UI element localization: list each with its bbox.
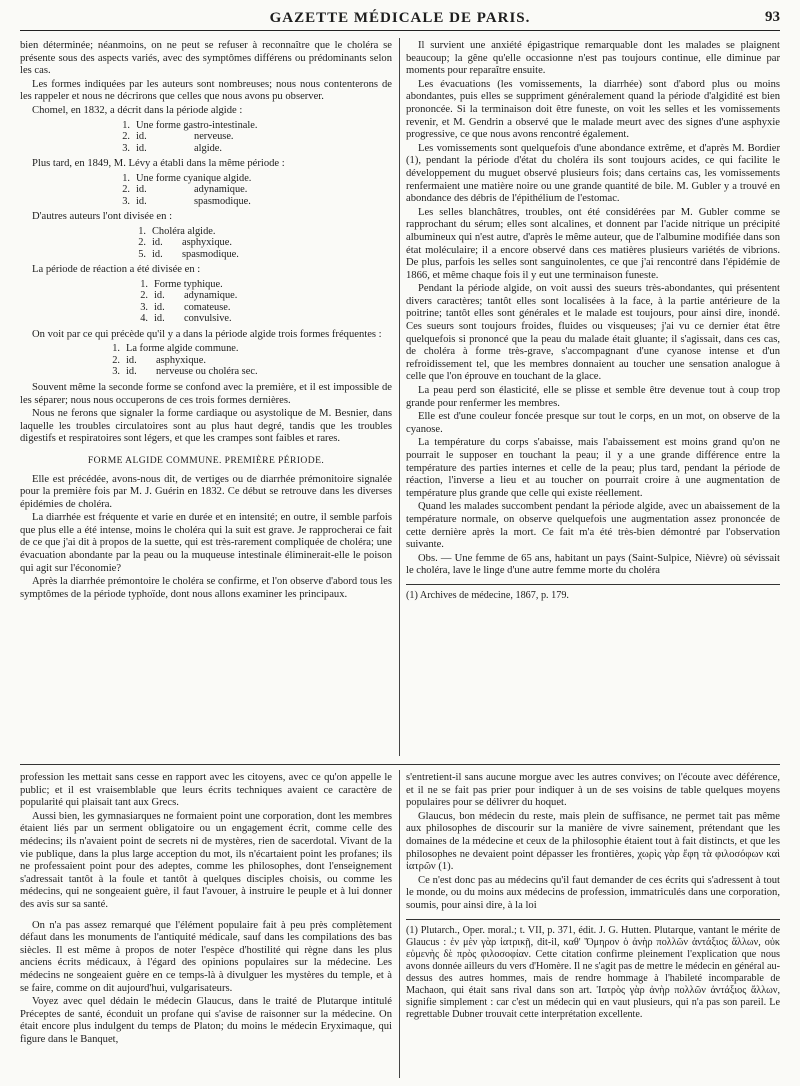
list-reaction	[128, 279, 392, 325]
footnote	[406, 590, 780, 602]
paragraph: Souvent même la seconde forme se confond avec la première, et il est impossible de les séparer; nous nous occuperons de ces trois formes dernières.	[20, 381, 392, 406]
paragraph: Aussi bien, les gymnasiarques ne formaient point une corporation, dont les membres étaient liés par un serment obligatoire ou un engagement écrit, comme celle des médecins; ils n'avaient point de secrets ni de mystères, rien de sacerdotal. Vivant de la vie publique, dans la plus large acception du mot, ils n'écartaient point les profanes; ils ne professaient point pour des adeptes, comme les philosophes, dont l'enseignement s'adressait tantôt à la foule et tantôt à quelques disciples choisis, ou comme les médecins, qui ne songeaient guère, il faut l'avouer, à instruire le peuple et à lui donner des avis sur sa santé.	[20, 810, 392, 910]
section-divider	[20, 764, 780, 765]
list-trois	[100, 343, 392, 378]
column-divider	[399, 38, 400, 756]
list-item: 4. id. convulsive.	[140, 313, 232, 325]
paragraph: Pendant la période algide, on voit aussi des sueurs très-abondantes, qui présentent divers caractères; tantôt elles sont localisées à la face, à la partie antérieure de la poitrine; tantôt elles sont générales et le malade est toujours, pour ainsi dire, inondé. Ces sueurs sont toujours froides, fluides ou visqueuses; j'ai vu ce dernier état être quelquefois si prononcé que la peau du malade était gluante; il s'agissait, dans ces cas, de choléra à forme très-grave, s'accompagnant d'une cyanose intense et d'un refroidissement tel, que les membres donnaient au toucher une sensation analogue à celle que l'on éprouve en touchant de la glace.	[406, 283, 780, 383]
paragraph: Quand les malades succombent pendant la période algide, avec un abaissement de la température normale, on observe quelquefois une augmentation assez prononcée de cette dernière après la mort. Ce fait m'a été très-bien démontré par l'observation suivante.	[406, 501, 780, 551]
footnote-rule	[406, 584, 780, 585]
paragraph: s'entretient-il sans aucune morgue avec les autres convives; on l'écoute avec déférence, et il ne se fait pas prier pour indiquer à un de ses voisins de table quelques moyens populaires pour se délivrer du hoquet.	[406, 772, 780, 809]
top-right-column	[406, 40, 780, 752]
footnote-text: (1) Plutarch., Oper. moral.; t. VII, p. 371, édit. J. G. Hutten. Plutarque, vantant le mérite de Glaucus : ἐν μὲν γὰρ ἰατρικῇ, dit-il, καθ' Ὅμηρον ὁ ἀνὴρ πολλῶν ἀντάξιος ἄλλων, οὐκ εὐμενὴς δὲ πρὸς φιλοσοφίαν. Cette citation confirme pleinement l'explication que nous avons donnée ailleurs du vers d'Homère. Il ne s'agit pas de mettre le médecin en général au-dessus des autres hommes, mais de rendre hommage à l'habileté incomparable de Machaon, qui était sans rival dans son art. Ἰατρὸς γὰρ ἀνὴρ πολλῶν ἀντάξιος ἄλλων, signifie simplement : car c'est un médecin qui en vaut plusieurs, qui n'a pas son pareil. Le regrettable Dubner trouvait cette interprétation excellente.	[406, 924, 780, 1020]
paragraph: Les formes indiquées par les auteurs sont nombreuses; nous nous contenterons de les rappeler et nous ne décrirons que celles que nous avons pu observer.	[20, 78, 392, 103]
list-item: 2. id. asphyxique.	[112, 354, 206, 366]
paragraph: Les évacuations (les vomissements, la diarrhée) sont d'abord plus ou moins abondantes, puis elles se suppriment généralement quand la période d'algidité est bien prononcée. Si la terminaison doit être funeste, on voit les selles et les vomissements revenir, et M. Gendrin a observé que le malade meurt avec des signes d'une asphyxie progressive, ce que nous avons rencontré également.	[406, 78, 780, 141]
paragraph: Elle est d'une couleur foncée presque sur tout le corps, en un mot, on observe de la cyanose.	[406, 411, 780, 435]
paragraph: D'autres auteurs l'ont divisée en :	[32, 211, 173, 223]
list-chomel	[110, 120, 392, 155]
list-item: 1. Forme typhique.	[140, 278, 223, 290]
paragraph: Glaucus, bon médecin du reste, mais plein de suffisance, ne permet tait pas même aux philosophes de discourir sur la manière de vivre sainement, prétendant que les domaines de la médecine et ceux de la philosophie étaient tout à fait distincts, et que les philosophes ne devaient point dépasser les frontières, χωρὶς γὰρ ἔφη τὰ φιλοσόφων καὶ ἰατρῶν (1).	[406, 810, 780, 873]
list-item: 3. id. comateuse.	[140, 301, 231, 313]
footnote	[406, 925, 780, 1021]
section-heading: FORME ALGIDE COMMUNE. PREMIÈRE PÉRIODE.	[87, 454, 325, 466]
bottom-right-column	[406, 772, 780, 1078]
list-item: 1. Une forme gastro-intestinale.	[122, 119, 258, 131]
paragraph: bien déterminée; néanmoins, on ne peut se refuser à reconnaître que le choléra se présente sous des aspects variés, avec des symptômes différens ou prédominants selon les cas.	[20, 40, 392, 77]
paragraph: La période de réaction a été divisée en :	[32, 264, 201, 276]
paragraph: Elle est précédée, avons-nous dit, de vertiges ou de diarrhée prémonitoire signalée pour la première fois par M. J. Guérin en 1832. Ce début se retrouve dans les diverses épidémies de choléra.	[20, 473, 392, 510]
list-item: 2. id. asphyxique.	[138, 237, 232, 249]
observation-paragraph: Obs. — Une femme de 65 ans, habitant un pays (Saint-Sulpice, Nièvre) où sévissait le choléra, lave le linge d'une autre femme morte du choléra	[406, 552, 780, 577]
list-item: 2. id. adynamique.	[140, 290, 238, 302]
footnote-text: (1) Archives de médecine, 1867, p. 179.	[406, 589, 569, 601]
paragraph: Il survient une anxiété épigastrique remarquable dont les malades se plaignent beaucoup; la gêne qu'elle occasionne n'est pas toujours continue, elle diminue par moments pour reparaître ensuite.	[406, 40, 780, 77]
paragraph: On voit par ce qui précède qu'il y a dans la période algide trois formes fréquentes :	[32, 328, 382, 340]
list-item: 3. id. nerveuse ou choléra sec.	[112, 366, 258, 378]
list-levy	[110, 173, 392, 208]
paragraph: Après la diarrhée prémontoire le choléra se confirme, et l'on observe d'abord tous les symptômes de la période typhoïde, dont nous allons examiner les principaux.	[20, 576, 392, 600]
list-item: 1. La forme algide commune.	[112, 343, 239, 355]
paragraph: On n'a pas assez remarqué que l'élément populaire fait à peu près complètement défaut dans les monuments de l'antiquité médicale, sauf dans les compilations des bas siècles. Il est même à propos de noter l'espèce d'hostilité qui règne dans les plus anciens écrits médicaux, à l'égard des opinions populaires sur la médecine. Les médecins ne songeaient guère en ce temps-là à divulguer les mystères du temple, et à se faire, comme on dit aujourd'hui, vulgarisateurs.	[20, 919, 392, 994]
column-divider	[399, 770, 400, 1078]
bottom-left-column	[20, 772, 392, 1078]
paragraph: La diarrhée est fréquente et varie en durée et en intensité; en outre, il semble parfois que plus elle a été intense, moins le choléra qui la suit est grave. Je rapprocherai ce fait de ce que j'ai dit à propos de la suette, qui est très-rarement compliquée de choléra; une évacuation abondante par la peau ou la muqueuse intestinale éliminerait-elle le poison qui agit sur l'économie?	[20, 512, 392, 574]
page-number: 93	[765, 9, 780, 25]
list-item: 3. id. algide.	[122, 142, 222, 154]
paragraph: Nous ne ferons que signaler la forme cardiaque ou asystolique de M. Besnier, dans laquelle les troubles circulatoires sont au plus haut degré, tandis que les troubles digestifs et respiratoires sont légers, et que les crampes sont faibles et rares.	[20, 408, 392, 445]
paragraph: Plus tard, en 1849, M. Lévy a établi dans la même période :	[32, 158, 285, 170]
list-item: 1. Choléra algide.	[138, 225, 216, 237]
page-header	[20, 8, 780, 31]
list-item: 5. id. spasmodique.	[138, 248, 239, 260]
list-item: 2. id. nerveuse.	[122, 131, 234, 143]
paragraph: La température du corps s'abaisse, mais l'abaissement est moins grand qu'on ne pourrait le supposer en touchant la peau; il y a une grande différence entre la température des parties internes et celle de la peau; plus tard, pendant la période de réaction, l'inverse a lieu et au toucher on pourrait croire à une augmentation de température plus grande que celle qui existe réellement.	[406, 437, 780, 499]
paragraph: Les selles blanchâtres, troubles, ont été considérées par M. Gubler comme se rapprochant du sérum; elles sont alcalines, et donnent par l'acide nitrique un précipité albumineux qui n'est autre, d'après le même auteur, que de l'albumine modifiée dans son état moléculaire; il a encore observé dans ces matières plusieurs variétés de vibrions. De plus, parfois les selles sont sanguinolentes, ce que j'ai rencontré dans l'épidémie de 1866, et même chaque fois il y eut une terminaison funeste.	[406, 206, 780, 281]
paragraph: Les vomissements sont quelquefois d'une abondance extrême, et d'après M. Bordier (1), pendant la période d'état du choléra ils sont toujours acides, ce qui facilite le développement du muguet observé plusieurs fois; dans certains cas, les vomissements renfermaient une matière noire ou une grande quantité de bile. M. Gubler y a trouvé en abondance des débris de l'épithélium de l'estomac.	[406, 142, 780, 205]
paragraph: profession les mettait sans cesse en rapport avec les citoyens, avec ce qu'on appelle le public; et il est vraisemblable que leurs écrits techniques avaient ce caractère de popularité qui plaisait tant aux Grecs.	[20, 772, 392, 809]
paragraph: Voyez avec quel dédain le médecin Glaucus, dans le traité de Plutarque intitulé Préceptes de santé, éconduit un profane qui s'avise de raisonner sur la médecine. On était encore plus indulgent du temps de Platon; du moins le médecin Eryximaque, qui figure dans le Banquet,	[20, 996, 392, 1045]
journal-title: GAZETTE MÉDICALE DE PARIS.	[269, 10, 531, 26]
list-autres	[126, 226, 392, 261]
paragraph: Ce n'est donc pas au médecins qu'il faut demander de ces écrits qui s'adressent à tout le monde, ou du moins aux médecins de profession, immatriculés dans une corporation, soumis, pour ainsi dire, à la loi	[406, 874, 780, 911]
list-item: 1. Une forme cyanique algide.	[122, 172, 252, 184]
top-left-column	[20, 40, 392, 752]
paragraph: La peau perd son élasticité, elle se plisse et semble être devenue tout à coup trop grande pour renfermer les membres.	[406, 385, 780, 409]
list-item: 2. id. adynamique.	[122, 184, 248, 196]
footnote-rule	[406, 919, 780, 920]
list-item: 3. id. spasmodique.	[122, 195, 251, 207]
paragraph: Chomel, en 1832, a décrit dans la période algide :	[32, 104, 243, 116]
